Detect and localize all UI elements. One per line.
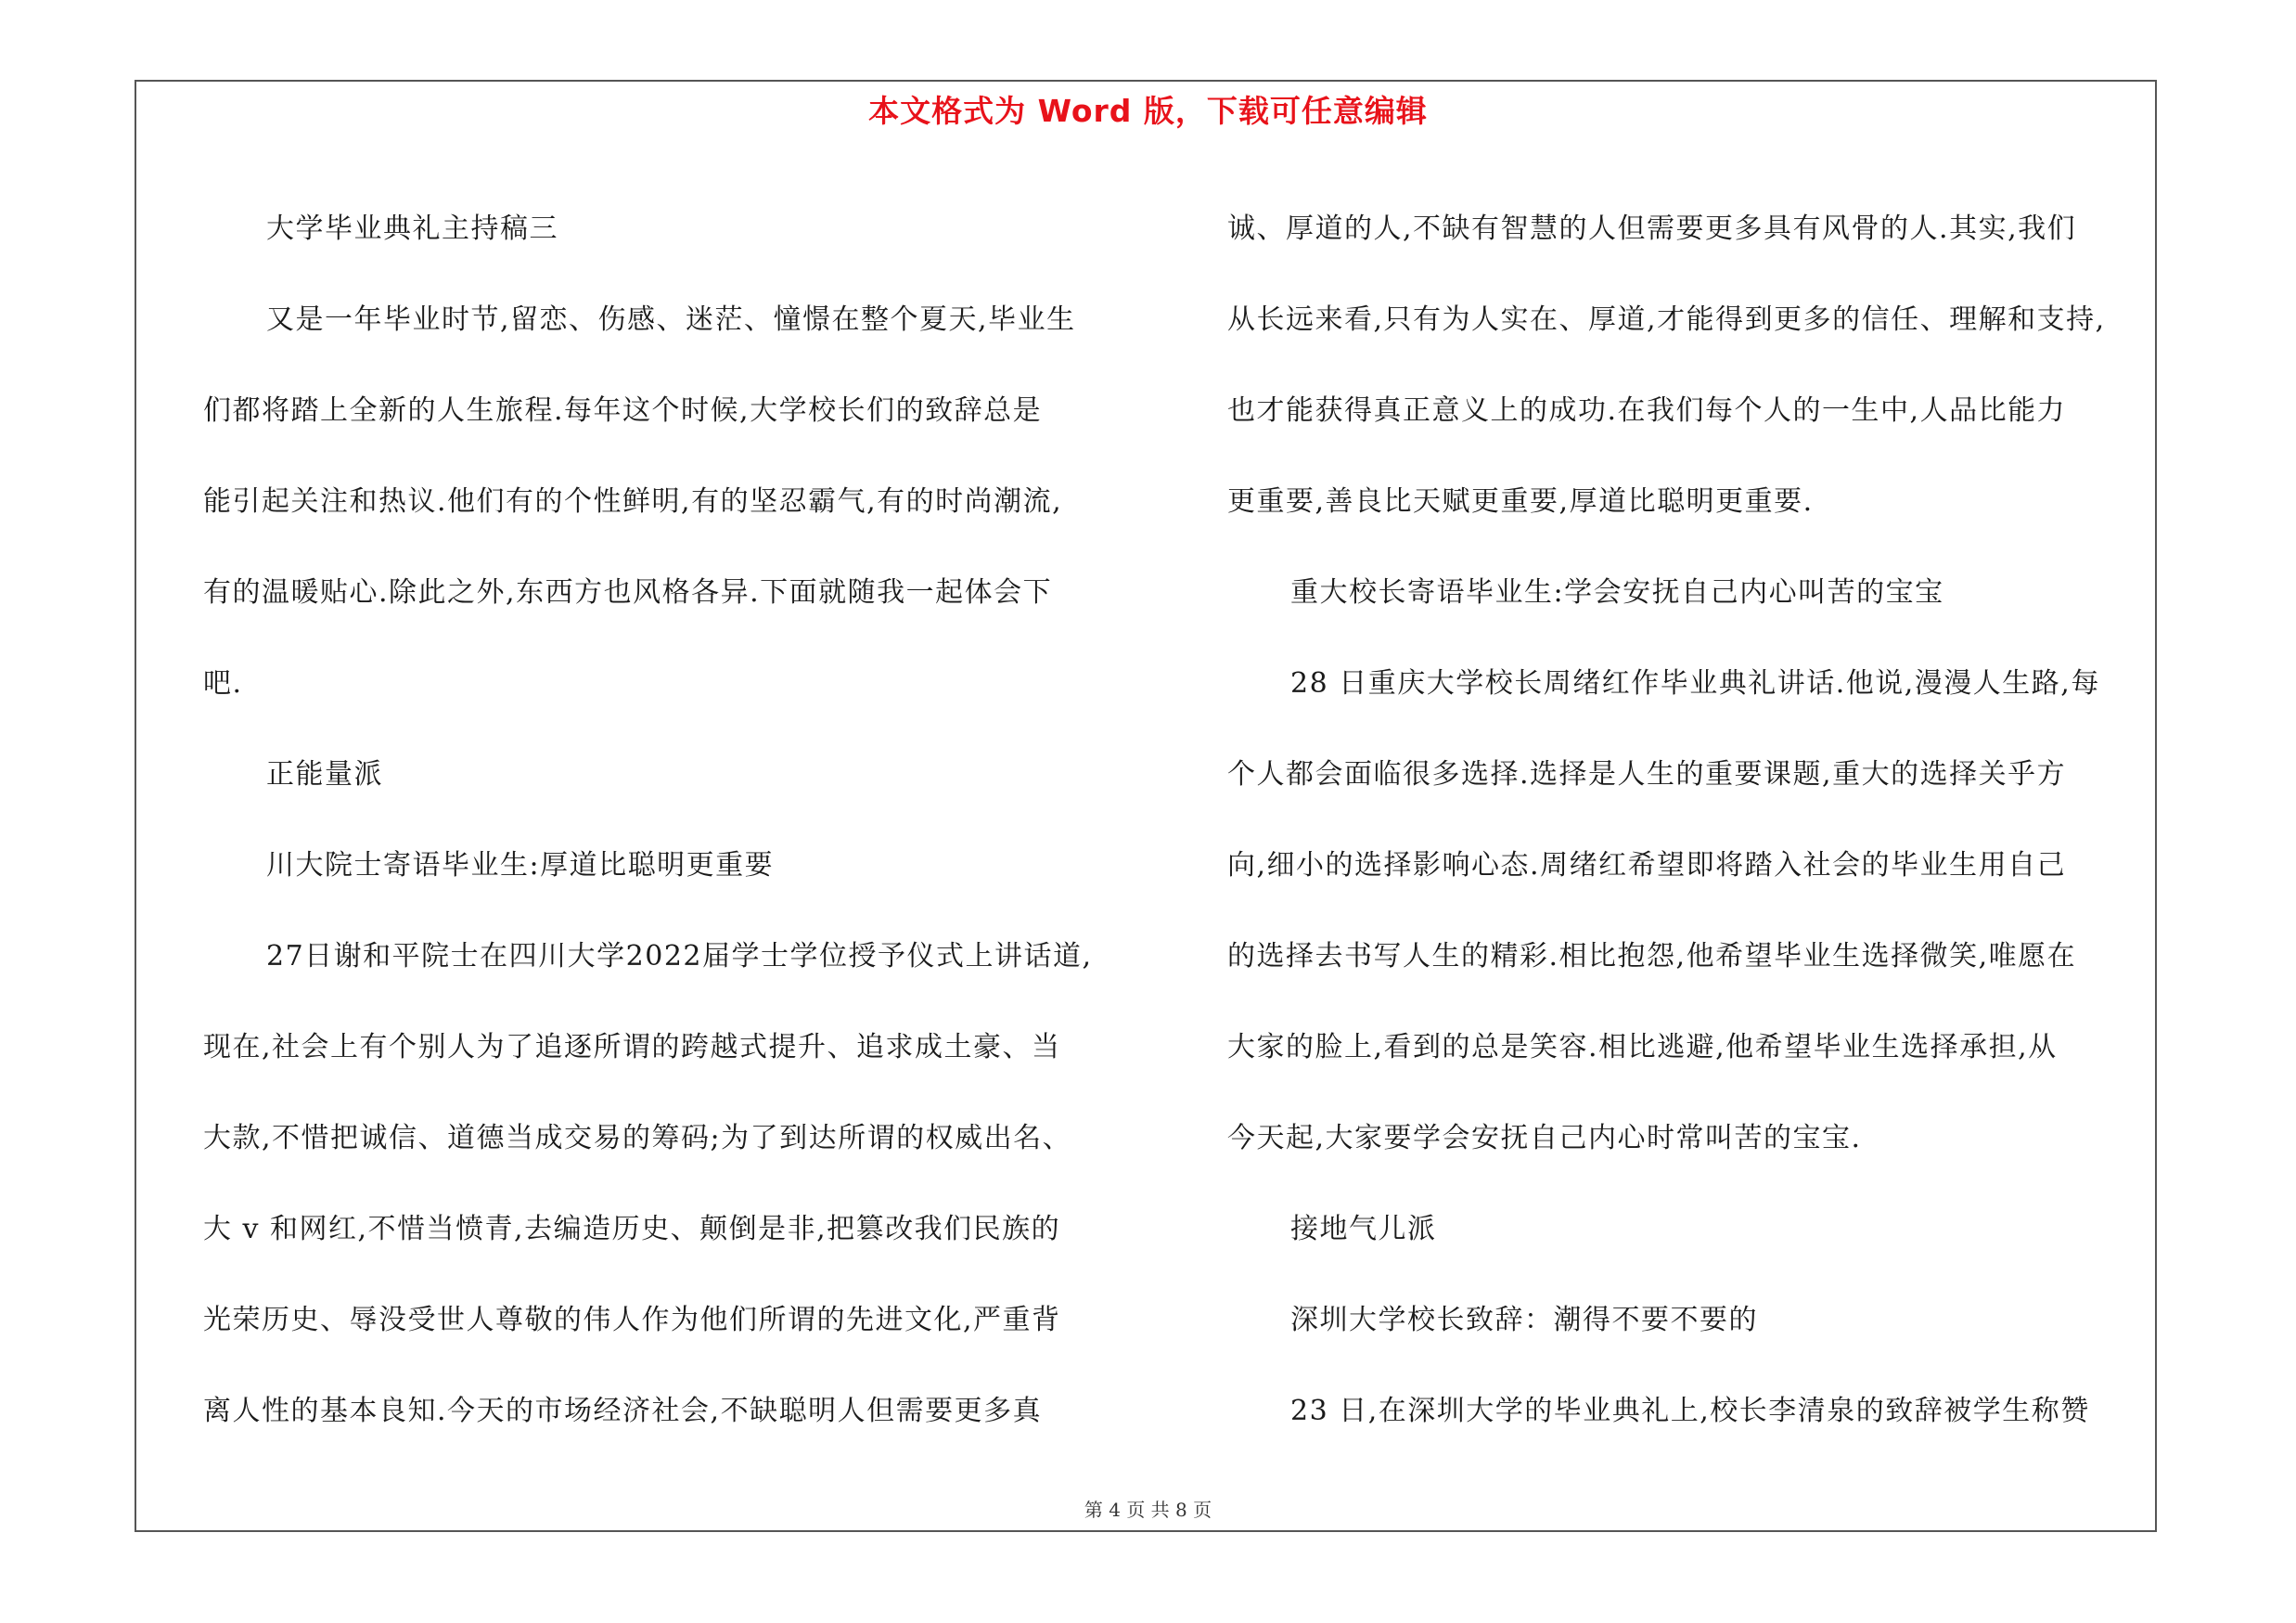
text-line: 从长远来看,只有为人实在、厚道,才能得到更多的信任、理解和支持, (1227, 303, 2106, 336)
text-line: 个人都会面临很多选择.选择是人生的重要课题,重大的选择关乎方 (1227, 758, 2067, 791)
text-line: 重大校长寄语毕业生:学会安抚自己内心叫苦的宝宝 (1290, 576, 1944, 609)
left-text-column (203, 184, 1159, 1457)
text-line: 大款,不惜把诚信、道德当成交易的筹码;为了到达所谓的权威出名、 (203, 1122, 1072, 1154)
text-line: 吧. (203, 667, 243, 700)
text-line: 能引起关注和热议.他们有的个性鲜明,有的坚忍霸气,有的时尚潮流, (203, 485, 1063, 518)
text-line: 23 日,在深圳大学的毕业典礼上,校长李清泉的致辞被学生称赞 (1290, 1395, 2090, 1427)
text-line: 大家的脸上,看到的总是笑容.相比逃避,他希望毕业生选择承担,从 (1227, 1031, 2058, 1063)
text-line: 也才能获得真正意义上的成功.在我们每个人的一生中,人品比能力 (1227, 394, 2067, 427)
text-line: 深圳大学校长致辞：潮得不要不要的 (1290, 1304, 1758, 1336)
text-line: 离人性的基本良知.今天的市场经济社会,不缺聪明人但需要更多真 (203, 1395, 1043, 1427)
text-line: 川大院士寄语毕业生:厚道比聪明更重要 (266, 849, 775, 882)
text-line: 光荣历史、辱没受世人尊敬的伟人作为他们所谓的先进文化,严重背 (203, 1304, 1061, 1336)
text-line: 们都将踏上全新的人生旅程.每年这个时候,大学校长们的致辞总是 (203, 394, 1043, 427)
format-notice-header: 本文格式为 Word 版，下载可任意编辑 (868, 93, 1428, 129)
right-text-column (1227, 184, 2157, 1457)
text-line: 28 日重庆大学校长周绪红作毕业典礼讲话.他说,漫漫人生路,每 (1290, 667, 2100, 700)
text-line: 又是一年毕业时节,留恋、伤感、迷茫、憧憬在整个夏天,毕业生 (266, 303, 1076, 336)
text-line: 正能量派 (266, 758, 383, 791)
text-line: 27日谢和平院士在四川大学2022届学士学位授予仪式上讲话道, (266, 940, 1093, 973)
text-line: 大 v 和网红,不惜当愤青,去编造历史、颠倒是非,把篡改我们民族的 (203, 1213, 1061, 1245)
text-line: 接地气儿派 (1290, 1213, 1437, 1245)
text-line: 更重要,善良比天赋更重要,厚道比聪明更重要. (1227, 485, 1814, 518)
text-line: 的选择去书写人生的精彩.相比抱怨,他希望毕业生选择微笑,唯愿在 (1227, 940, 2077, 973)
text-line: 现在,社会上有个别人为了追逐所谓的跨越式提升、追求成土豪、当 (203, 1031, 1061, 1063)
text-line: 向,细小的选择影响心态.周绪红希望即将踏入社会的毕业生用自己 (1227, 849, 2067, 882)
text-line: 今天起,大家要学会安抚自己内心时常叫苦的宝宝. (1227, 1122, 1862, 1154)
text-line: 有的温暖贴心.除此之外,东西方也风格各异.下面就随我一起体会下 (203, 576, 1053, 609)
text-line: 诚、厚道的人,不缺有智慧的人但需要更多具有风骨的人.其实,我们 (1227, 213, 2077, 245)
page-number-footer: 第 4 页 共 8 页 (1084, 1499, 1212, 1521)
text-line: 大学毕业典礼主持稿三 (266, 213, 558, 245)
